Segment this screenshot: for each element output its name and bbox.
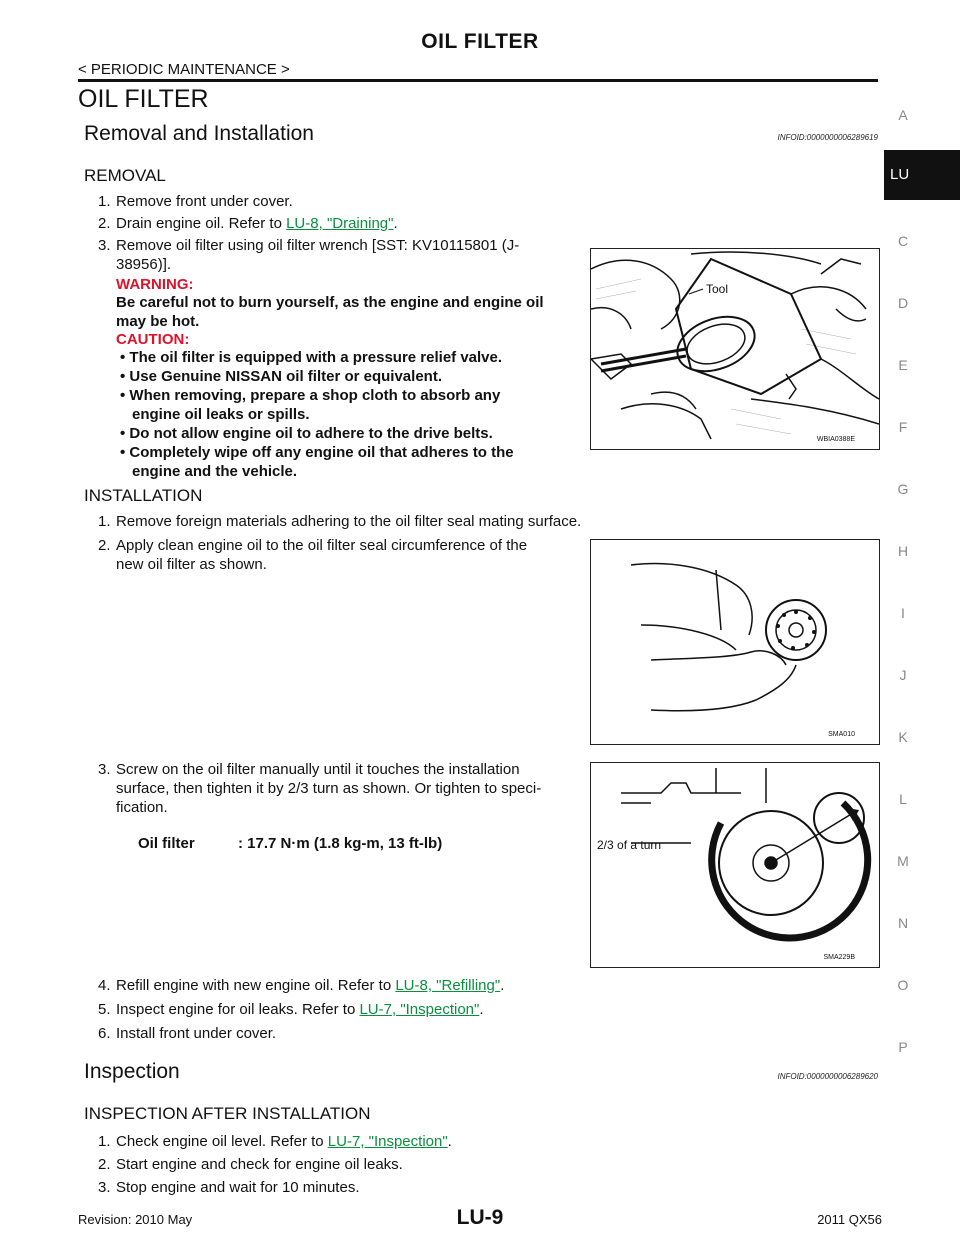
section-heading: OIL FILTER (78, 85, 209, 113)
infoid-removal: INFOID:0000000006289619 (777, 133, 878, 142)
installation-step-4: 4. Refill engine with new engine oil. Refer to LU-8, "Refilling". (98, 977, 505, 994)
side-index-l[interactable]: L (899, 791, 907, 807)
torque-value: : 17.7 N·m (1.8 kg-m, 13 ft-lb) (238, 835, 443, 852)
side-index-d[interactable]: D (897, 295, 909, 311)
warning-block: WARNING: Be careful not to burn yourself, as the engine and engine oil may be hot. CAUTION: • The oil filter is equipped with a pressure relief valve. • Use Genuine NISSAN oil filter or equivalent. • When removing, prepare a shop cloth to absorb any engine oil leaks or spills. • Do not allow engine oil to adhere to the drive belts. • Completely wipe off any engine oil that adheres to the engine and the vehicle. (116, 276, 580, 481)
figure-apply-oil (590, 539, 880, 745)
installation-step-2: 2. Apply clean engine oil to the oil filter seal circumference of the new oil filter as shown. (98, 537, 528, 573)
caution-label: CAUTION: (116, 331, 190, 348)
inspection-step-3: 3. Stop engine and wait for 10 minutes. (98, 1179, 360, 1196)
tool-label: Tool (706, 282, 729, 296)
caution-item: • The oil filter is equipped with a pressure relief valve. (120, 349, 503, 366)
installation-step-6: 6. Install front under cover. (98, 1025, 277, 1042)
header-rule (78, 79, 878, 82)
infoid-inspection: INFOID:0000000006289620 (777, 1072, 878, 1081)
side-index-p[interactable]: P (898, 1039, 908, 1055)
breadcrumb: < PERIODIC MAINTENANCE > (78, 61, 290, 78)
installation-step-1: 1. Remove foreign materials adhering to the oil filter seal mating surface. (98, 513, 582, 530)
caution-item: • Completely wipe off any engine oil that adheres to the engine and the vehicle. (120, 444, 514, 480)
side-index-e[interactable]: E (898, 357, 908, 373)
page-number: LU-9 (456, 1206, 504, 1229)
side-index-i[interactable]: I (901, 605, 905, 621)
side-index-lu-active[interactable]: LU (884, 150, 960, 200)
oil-filter-wrench-illustration (591, 249, 879, 449)
inspection-subtitle: INSPECTION AFTER INSTALLATION (84, 1104, 371, 1123)
torque-label: Oil filter (138, 835, 195, 852)
link-inspection[interactable]: LU-7, "Inspection" (327, 1133, 448, 1150)
inspection-step-2: 2. Start engine and check for engine oil leaks. (98, 1156, 403, 1173)
figure-id: SMA229B (823, 954, 855, 961)
side-index-k[interactable]: K (898, 729, 908, 745)
side-index-m[interactable]: M (897, 853, 909, 869)
removal-installation-title: Removal and Installation (84, 122, 314, 145)
inspection-step-1: 1. Check engine oil level. Refer to LU-7, "Inspection". (98, 1133, 452, 1150)
caution-item: • Use Genuine NISSAN oil filter or equivalent. (120, 368, 442, 385)
two-thirds-turn-illustration (591, 763, 879, 967)
removal-title: REMOVAL (84, 166, 166, 185)
installation-step-3: 3. Screw on the oil filter manually until it touches the installation surface, then tighten it by 2/3 turn as shown. Or tighten to speci- fication. (98, 761, 542, 816)
link-inspection[interactable]: LU-7, "Inspection" (359, 1001, 480, 1018)
link-draining[interactable]: LU-8, "Draining" (286, 215, 394, 232)
caution-item: • When removing, prepare a shop cloth to absorb any engine oil leaks or spills. (120, 387, 501, 423)
removal-step-2: 2. Drain engine oil. Refer to LU-8, "Draining". (98, 215, 398, 232)
removal-step-1: 1. Remove front under cover. (98, 193, 293, 210)
installation-step-5: 5. Inspect engine for oil leaks. Refer to LU-7, "Inspection". (98, 1001, 484, 1018)
figure-id: WBIA0388E (816, 436, 855, 443)
side-index-a[interactable]: A (898, 107, 908, 123)
inspection-title: Inspection (84, 1060, 180, 1083)
apply-oil-illustration (591, 540, 879, 744)
footer-revision: Revision: 2010 May (78, 1212, 193, 1227)
side-index-j[interactable]: J (899, 667, 907, 683)
page-title: OIL FILTER (421, 30, 539, 53)
caution-item: • Do not allow engine oil to adhere to the drive belts. (120, 425, 493, 442)
side-index-g[interactable]: G (897, 481, 909, 497)
footer-model: 2011 QX56 (817, 1212, 882, 1227)
side-index-n[interactable]: N (897, 915, 909, 931)
side-index-h[interactable]: H (897, 543, 909, 559)
figure-oil-filter-wrench (590, 248, 880, 450)
turn-label: 2/3 of a turn (597, 838, 662, 852)
side-index-c[interactable]: C (897, 233, 909, 249)
side-index-f[interactable]: F (898, 419, 908, 435)
warning-label: WARNING: (116, 276, 194, 293)
side-index-o[interactable]: O (897, 977, 909, 993)
figure-two-thirds-turn (590, 762, 880, 968)
installation-title: INSTALLATION (84, 486, 203, 505)
figure-id: SMA010 (828, 731, 855, 738)
link-refilling[interactable]: LU-8, "Refilling" (395, 977, 501, 994)
removal-step-3: 3. Remove oil filter using oil filter wrench [SST: KV10115801 (J- 38956)]. (98, 237, 520, 273)
